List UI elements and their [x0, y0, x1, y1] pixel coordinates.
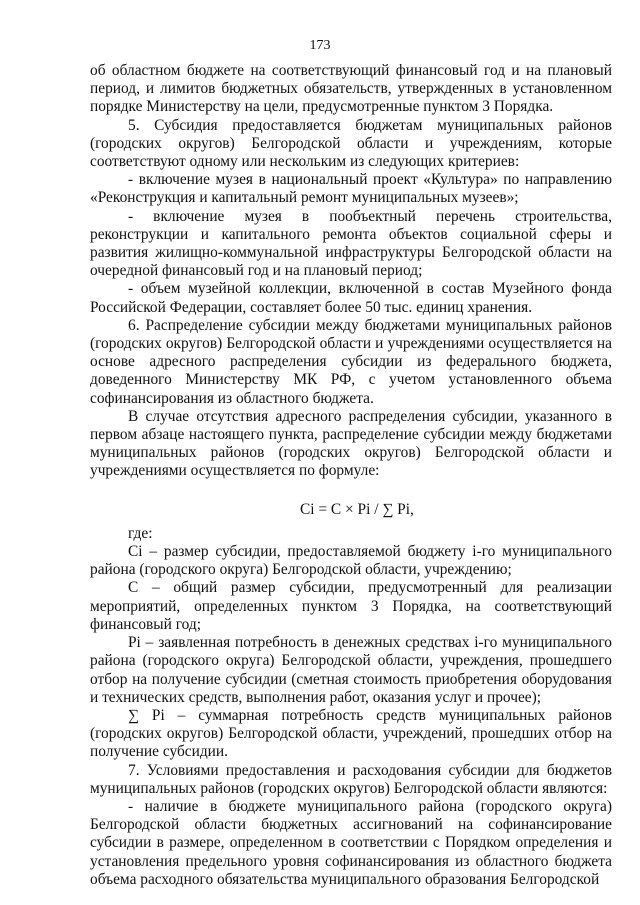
where-label: где: [128, 524, 153, 542]
paragraph-no-distribution: В случае отсутствия адресного распределения субсидии, указанного в первом абзаце настоящего пункта, распределение субсидии между бюджетами муниципальных районов (городских округов) Белгородской области и учреждениями осуществляется по формуле: [90, 407, 612, 480]
criterion-culture-project: - включение музея в национальный проект «Культура» по направлению «Реконструкция и капитальный ремонт муниципальных музеев»; [90, 171, 612, 207]
distribution-formula: Ci = C × Pi / ∑ Pi, [300, 500, 414, 518]
page-number: 173 [309, 38, 331, 53]
criterion-collection-size: - объем музейной коллекции, включенной в состав Музейного фонда Российской Федерации, составляет более 50 тыс. единиц хранения. [90, 280, 612, 316]
condition-budget-allocations: - наличие в бюджете муниципального района (городского округа) Белгородской области бюджетных ассигнований на софинансирование субсидии в размере, определенном в соответствии с Порядком определения и установления предельного уровня софинансирования из областного бюджета объема расходного обязательства муниципального образования Белгородской [90, 797, 612, 888]
paragraph-continuation: об областном бюджете на соответствующий финансовый год и на плановый период, и лимитов бюджетных обязательств, утвержденных в установленном порядке Министерству на цели, предусмотренные пунктом 3 Порядка. [90, 62, 612, 116]
paragraph-item-7: 7. Условиями предоставления и расходования субсидии для бюджетов муниципальных районов (городских округов) Белгородской области являются: [90, 761, 612, 797]
document-body [90, 62, 612, 889]
criterion-construction-list: - включение музея в пообъектный перечень строительства, реконструкции и капитального ремонта объектов социальной сферы и развития жилищно-коммунальной инфраструктуры Белгородской области на очередной финансовый год и на плановый период; [90, 207, 612, 280]
definition-ci: Ci – размер субсидии, предоставляемой бюджету i-го муниципального района (городского округа) Белгородской области, учреждению; [90, 543, 612, 579]
paragraph-item-5: 5. Субсидия предоставляется бюджетам муниципальных районов (городских округов) Белгородской области и учреждениям, которые соответствуют одному или нескольким из следующих критериев: [90, 116, 612, 171]
definition-c: C – общий размер субсидии, предусмотренный для реализации мероприятий, определенных пунктом 3 Порядка, на соответствующий финансовый год; [90, 579, 612, 633]
definition-sum-pi: ∑ Pi – суммарная потребность средств муниципальных районов (городских округов) Белгородской области, учреждений, прошедших отбор на получение субсидии. [90, 706, 612, 761]
definition-pi: Pi – заявленная потребность в денежных средствах i-го муниципального района (городского округа) Белгородской области, учреждения, прошедшего отбор на получение субсидии (сметная стоимость приобретения оборудования и технических средств, выполнения работ, оказания услуг и прочее); [90, 634, 612, 706]
paragraph-item-6: 6. Распределение субсидии между бюджетами муниципальных районов (городских округов) Белгородской области и учреждениями осуществляется на основе адресного распределения субсидии из федерального бюджета, доведенного Министерству МК РФ, с учетом установленного объема софинансирования из областного бюджета. [90, 316, 612, 407]
